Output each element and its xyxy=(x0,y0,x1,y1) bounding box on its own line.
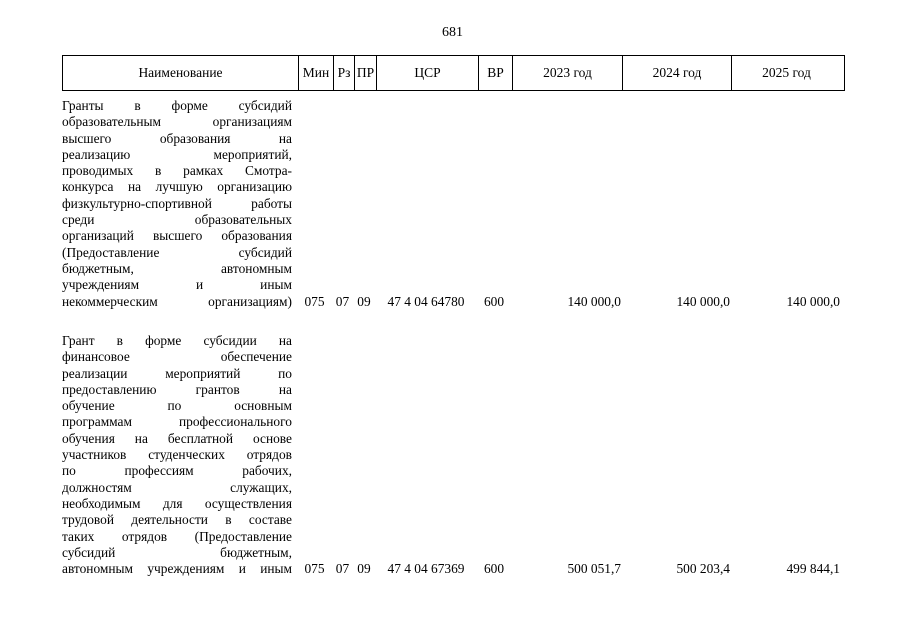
header-2025: 2025 год xyxy=(731,56,841,90)
row-2023: 500 051,7 xyxy=(567,561,621,577)
row-2023: 140 000,0 xyxy=(567,293,621,309)
name-line: должностям служащих, xyxy=(62,479,292,495)
header-vr: ВР xyxy=(478,56,512,90)
row-vr: 600 xyxy=(483,293,505,309)
name-line: Грант в форме субсидии на xyxy=(62,333,292,348)
row-rz: 07 xyxy=(335,293,350,309)
row-2025: 499 844,1 xyxy=(786,561,840,577)
name-line: обучение по основным xyxy=(62,398,292,414)
name-line: образовательным организациям xyxy=(62,114,292,130)
name-line: обучения на бесплатной основе xyxy=(62,430,292,446)
row-vr: 600 xyxy=(483,561,505,577)
table-header xyxy=(62,55,845,91)
row-csr: 47 4 04 67369 xyxy=(387,561,465,577)
name-line: конкурса на лучшую организацию xyxy=(62,179,292,195)
page-number: 681 xyxy=(442,25,463,40)
name-line: некоммерческим организациям) xyxy=(62,293,292,309)
name-line: организаций высшего образования xyxy=(62,228,292,244)
name-line: автономным учреждениям и иным xyxy=(62,561,292,577)
name-line: реализации мероприятий по xyxy=(62,365,292,381)
name-line: трудовой деятельности в составе xyxy=(62,512,292,528)
name-line: (Предоставление субсидий xyxy=(62,244,292,260)
row-min: 075 xyxy=(304,561,325,577)
name-line: необходимым для осуществления xyxy=(62,495,292,511)
name-line: физкультурно-спортивной работы xyxy=(62,195,292,211)
row-2024: 140 000,0 xyxy=(676,293,730,309)
row-2025: 140 000,0 xyxy=(786,293,840,309)
row-2024: 500 203,4 xyxy=(676,561,730,577)
name-line: среди образовательных xyxy=(62,212,292,228)
header-name: Наименование xyxy=(138,65,223,80)
name-line: учреждениям и иным xyxy=(62,277,292,293)
name-line: бюджетным, автономным xyxy=(62,260,292,276)
name-line: Гранты в форме субсидий xyxy=(62,98,292,113)
header-csr: ЦСР xyxy=(376,56,478,90)
name-line: предоставлению грантов на xyxy=(62,381,292,397)
name-line: субсидий бюджетным, xyxy=(62,544,292,560)
name-line: по профессиям рабочих, xyxy=(62,463,292,479)
name-line: программам профессионального xyxy=(62,414,292,430)
header-pr: ПР xyxy=(354,56,376,90)
row-pr: 09 xyxy=(357,561,371,577)
table-row xyxy=(62,333,845,577)
row-rz: 07 xyxy=(335,561,350,577)
row-name xyxy=(62,98,292,310)
header-rz: Рз xyxy=(333,56,354,90)
row-csr: 47 4 04 64780 xyxy=(387,293,465,309)
name-line: таких отрядов (Предоставление xyxy=(62,528,292,544)
name-line: финансовое обеспечение xyxy=(62,349,292,365)
name-line: проводимых в рамках Смотра- xyxy=(62,163,292,179)
row-name xyxy=(62,333,292,577)
header-2023: 2023 год xyxy=(512,56,622,90)
name-line: участников студенческих отрядов xyxy=(62,447,292,463)
name-line: высшего образования на xyxy=(62,130,292,146)
table-row xyxy=(62,98,845,310)
header-2024: 2024 год xyxy=(622,56,731,90)
header-min: Мин xyxy=(298,56,333,90)
row-pr: 09 xyxy=(357,293,371,309)
row-min: 075 xyxy=(304,293,325,309)
name-line: реализацию мероприятий, xyxy=(62,146,292,162)
